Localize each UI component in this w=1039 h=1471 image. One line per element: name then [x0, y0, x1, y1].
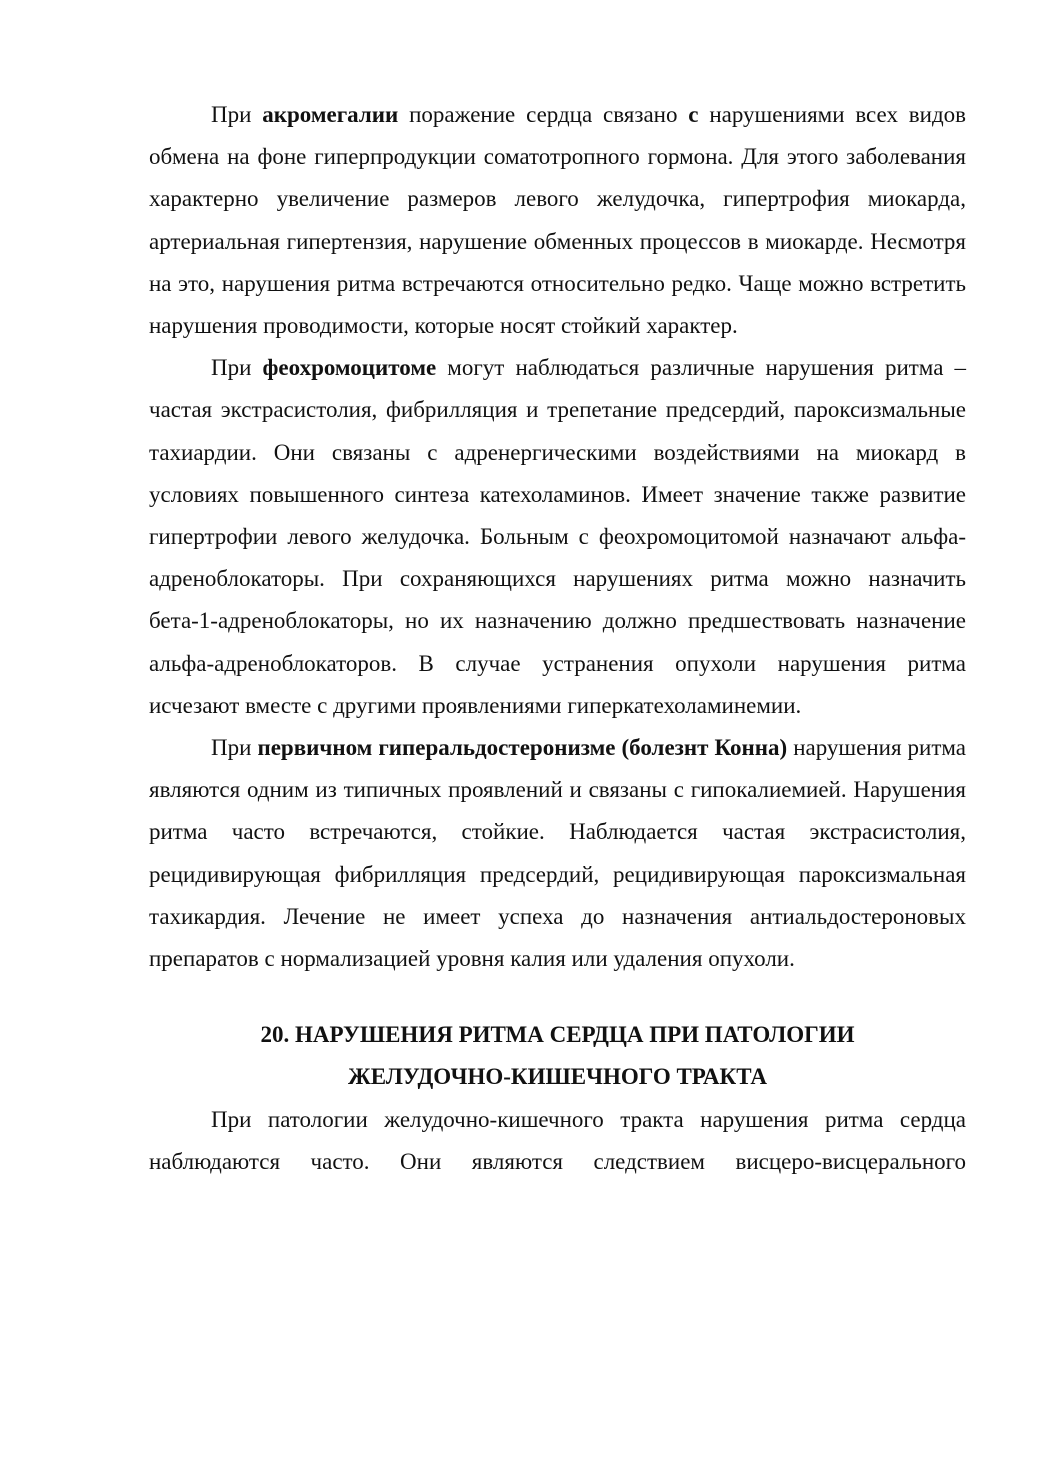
document-page: [149, 94, 966, 1183]
section-heading: [149, 1014, 966, 1098]
term-acromegaly: акромегалии: [262, 102, 399, 127]
paragraph-pheochromocytoma: [149, 347, 966, 727]
section-heading-line-2: ЖЕЛУДОЧНО-КИШЕЧНОГО ТРАКТА: [348, 1064, 767, 1090]
paragraph-text: поражение сердца связано: [398, 102, 689, 127]
paragraph-lead: При: [211, 355, 263, 381]
paragraph-text: могут наблюдаться различные нарушения ритма – частая экстрасистолия, фибрилляция и трепетание предсердий, пароксизмальные тахиардии. Они связаны с адренергическими воздействиями на миокард в условиях повышенного синтеза катехоламинов. Имеет значение также развитие гипертрофии левого желудочка. Больным с феохромоцитомой назначают альфа-адреноблокаторы. При сохраняющихся нарушениях ритма можно назначить бета-1-адреноблокаторы, но их назначению должно предшествовать назначение альфа-адреноблокаторов. В случае устранения опухоли нарушения ритма исчезают вместе с другими проявлениями гиперкатехоламинемии.: [149, 355, 967, 718]
paragraph-lead: При: [211, 102, 263, 127]
paragraph-acromegaly: [149, 94, 966, 347]
paragraph-lead: При: [211, 735, 258, 761]
paragraph-text: нарушения ритма являются одним из типичных проявлений и связаны с гипокалиемией. Нарушения ритма часто встречаются, стойкие. Наблюдается частая экстрасистолия, рецидивирующая фибрилляция предсердий, рецидивирующая пароксизмальная тахикардия. Лечение не имеет успеха до назначения антиальдостероновых препаратов с нормализацией уровня калия или удаления опухоли.: [149, 735, 966, 972]
paragraph-gi-tract: При патологии желудочно-кишечного тракта нарушения ритма сердца наблюдаются часто. Они являются следствием висцеро-висцерального: [149, 1106, 966, 1174]
bold-conjunction: с: [688, 102, 699, 127]
section-heading-line-1: 20. НАРУШЕНИЯ РИТМА СЕРДЦА ПРИ ПАТОЛОГИИ: [260, 1022, 855, 1048]
term-pheochromocytoma: феохромоцитоме: [262, 355, 437, 381]
paragraph-text: нарушениями всех видов обмена на фоне гиперпродукции соматотропного гормона. Для этого заболевания характерно увеличение размеров левого желудочка, гипертрофия миокарда, артериальная гипертензия, нарушение обменных процессов в миокарде. Несмотря на это, нарушения ритма встречаются относительно редко. Чаще можно встретить нарушения проводимости, которые носят стойкий характер.: [149, 102, 967, 339]
term-hyperaldosteronism: первичном гиперальдостеронизме (болезнт Конна): [257, 735, 788, 761]
paragraph-hyperaldosteronism: [149, 727, 966, 980]
